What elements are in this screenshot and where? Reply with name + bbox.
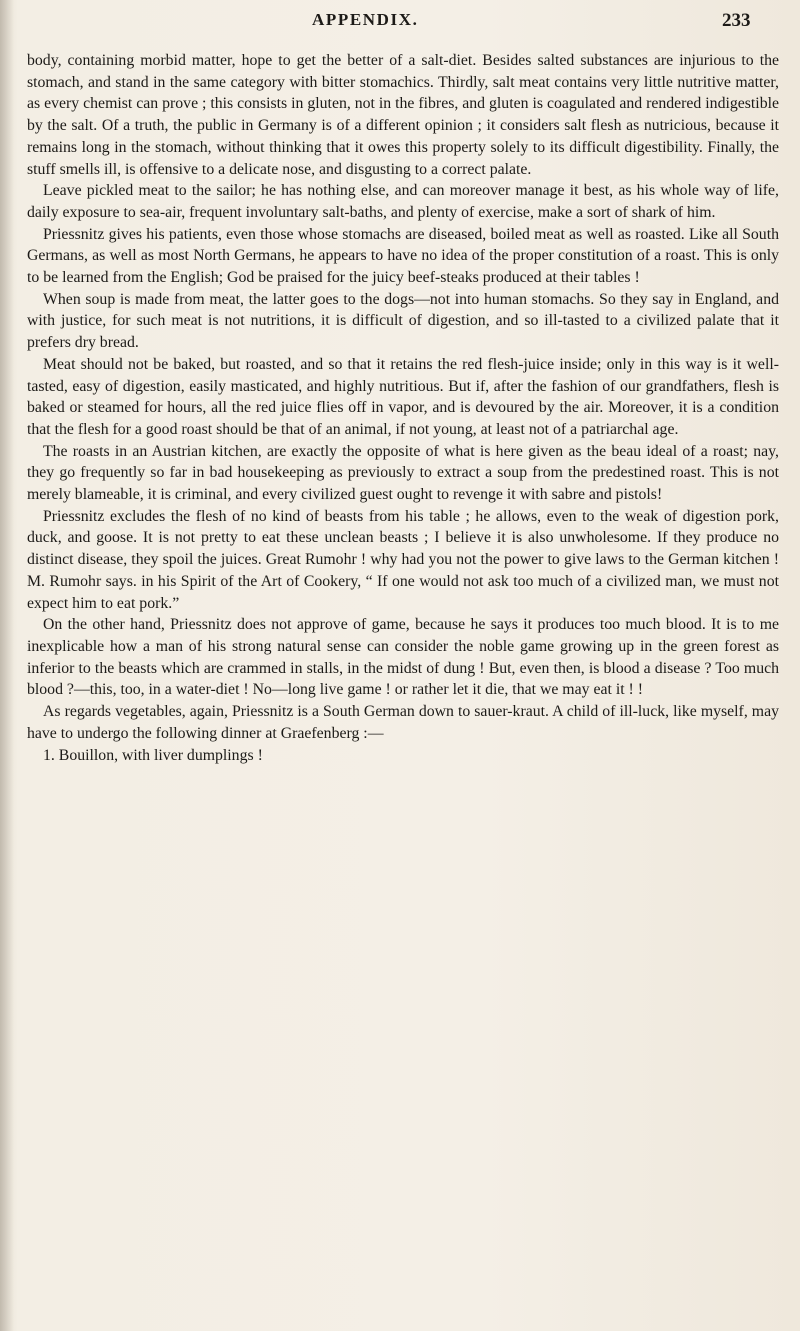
paragraph: When soup is made from meat, the latter goes to the dogs—not into human stomachs. So they say in England, and with justice, for such meat is not nutritions, it is difficult of digestion, and so ill-tasted to a civilized palate that it prefers dry bread. xyxy=(27,290,779,352)
paragraph: Meat should not be baked, but roasted, and so that it retains the red flesh-juice inside; only in this way is it well-tasted, easy of digestion, easily masticated, and highly nutritious. But if, after the fashion of our grandfathers, flesh is baked or steamed for hours, all the red juice flies off in vapor, and is devoured by the air. Moreover, it is a condition that the flesh for a good roast should be that of an animal, if not young, at least not of a patriarchal age. xyxy=(27,355,779,438)
running-title: APPENDIX. xyxy=(312,10,419,29)
page-gutter-shadow xyxy=(0,0,14,1331)
paragraph: Leave pickled meat to the sailor; he has nothing else, and can moreover manage it best, as his whole way of life, daily exposure to sea-air, frequent involuntary salt-baths, and plenty of exercise, make a sort of shark of him. xyxy=(27,182,779,221)
paragraph: On the other hand, Priessnitz does not approve of game, because he says it produces too much blood. It is to me inexplicable how a man of his strong natural sense can consider the noble game growing up in the green forest as inferior to the beasts which are crammed in stalls, in the midst of dung ! But, even then, is blood a disease ? Too much blood ?—this, too, in a water-diet ! No—long live game ! or rather let it die, that we may eat it ! ! xyxy=(27,616,779,699)
page-number: 233 xyxy=(722,10,751,31)
paragraph: Priessnitz gives his patients, even those whose stomachs are diseased, boiled meat as well as roasted. Like all South Germans, as well as most North Germans, he appears to have no idea of the proper constitution of a roast. This is only to be learned from the English; God be praised for the juicy beef-steaks produced at their tables ! xyxy=(27,225,779,287)
paragraph: body, containing morbid matter, hope to get the better of a salt-diet. Besides salted substances are injurious to the stomach, and stand in the same category with bitter stomachics. Thirdly, salt meat contains very little nutritive matter, as every chemist can prove ; this consists in gluten, not in the fibres, and gluten is coagulated and rendered indigestible by the salt. Of a truth, the public in Germany is of a different opinion ; it considers salt flesh as nutricious, because it remains long in the stomach, without thinking that it owes this property solely to its difficult digestibility. Finally, the stuff smells ill, is offensive to a delicate nose, and disgusting to a correct palate. xyxy=(27,52,779,178)
text-body xyxy=(27,50,779,766)
paragraph: The roasts in an Austrian kitchen, are exactly the opposite of what is here given as the beau ideal of a roast; nay, they go frequently so far in bad housekeeping as previously to extract a soup from the predestined roast. This is not merely blameable, it is criminal, and every civilized guest ought to revenge it with sabre and pistols! xyxy=(27,442,779,504)
paragraph: Priessnitz excludes the flesh of no kind of beasts from his table ; he allows, even to the weak of digestion pork, duck, and goose. It is not pretty to eat these unclean beasts ; I believe it is also unwholesome. If they produce no distinct disease, they spoil the juices. Great Rumohr ! why had you not the power to give laws to the German kitchen ! M. Rumohr says. in his Spirit of the Art of Cookery, “ If one would not ask too much of a civilized man, we must not expect him to eat pork.” xyxy=(27,507,779,612)
running-header xyxy=(0,8,800,42)
menu-list-item: 1. Bouillon, with liver dumplings ! xyxy=(43,746,263,764)
paragraph: As regards vegetables, again, Priessnitz is a South German down to sauer-kraut. A child of ill-luck, like myself, may have to undergo the following dinner at Graefenberg :— xyxy=(27,703,779,742)
